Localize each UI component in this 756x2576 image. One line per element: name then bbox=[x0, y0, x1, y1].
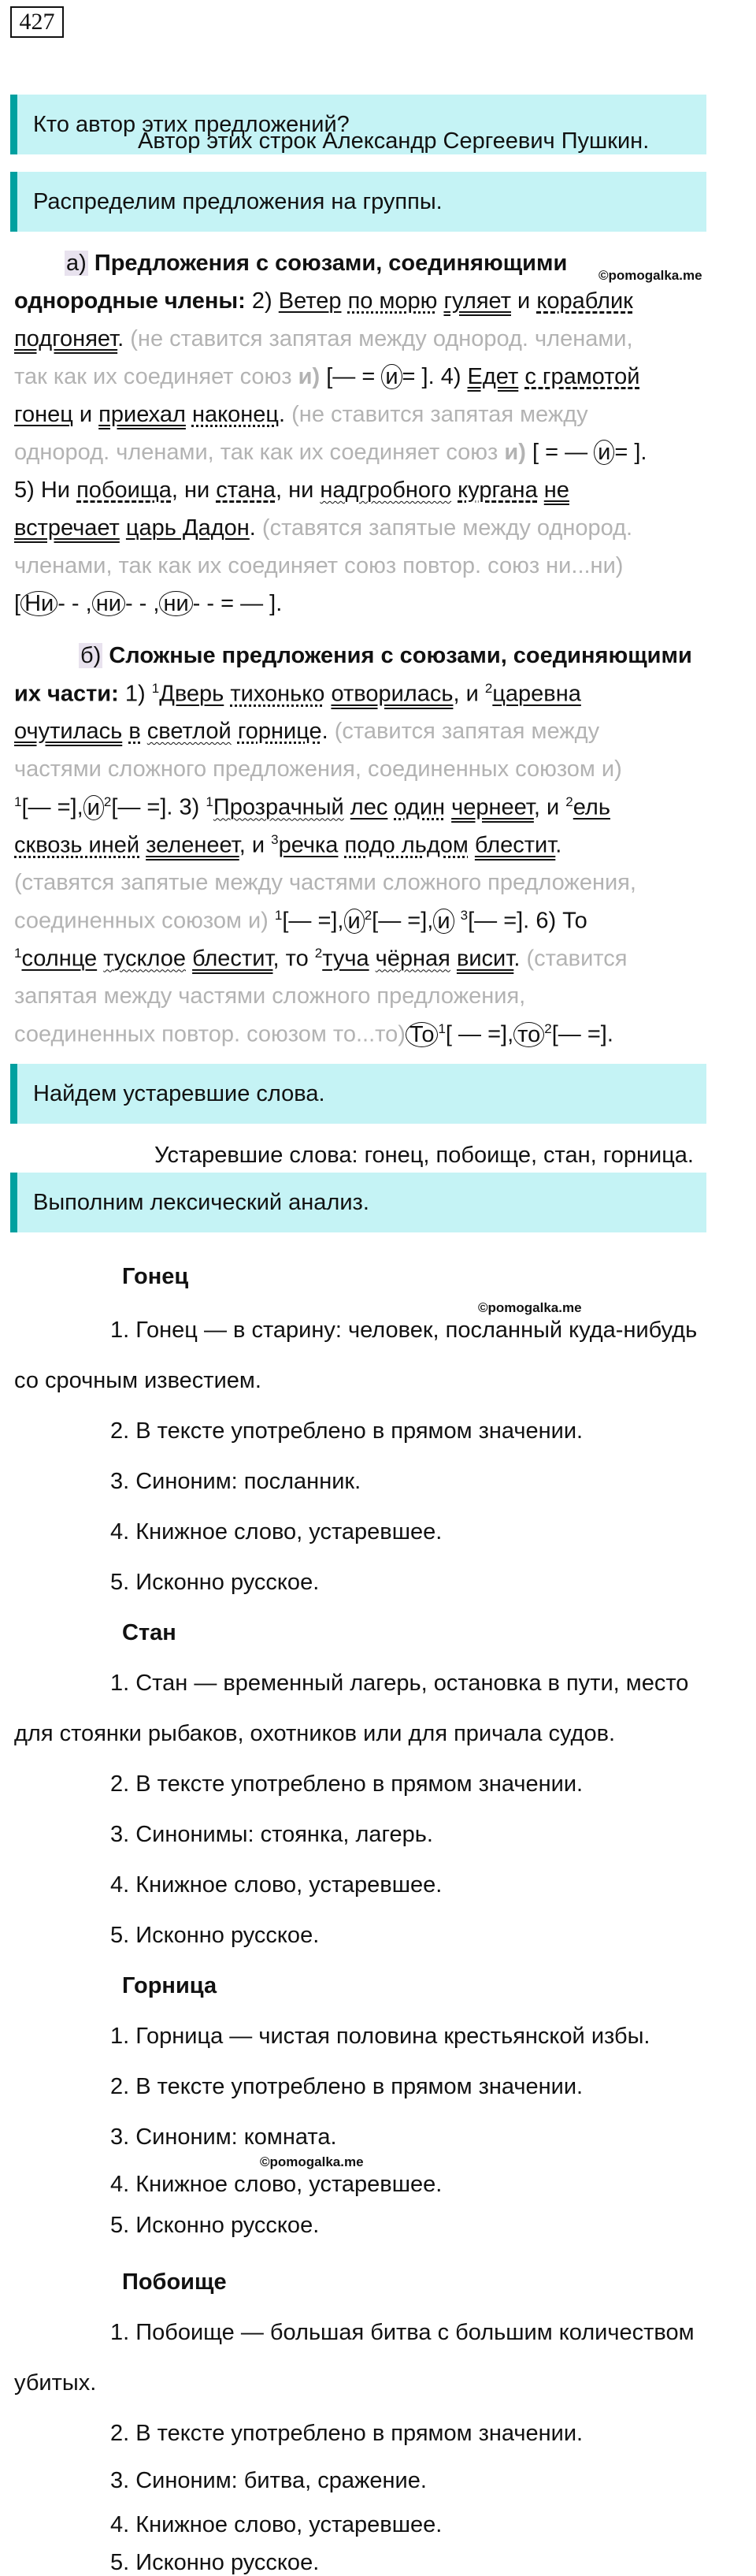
lexical-item: 2. В тексте употреблено в прямом значении. bbox=[110, 1418, 584, 1444]
word-title: Гонец bbox=[122, 1264, 189, 1289]
lexical-item: 2. В тексте употреблено в прямом значении. bbox=[110, 2421, 584, 2446]
lexical-item: убитых. bbox=[14, 2370, 97, 2396]
lexical-item: 1. Стан — временный лагерь, остановка в пути, место bbox=[110, 1671, 689, 1696]
union-circle: и bbox=[381, 364, 402, 389]
lexical-item: 5. Исконно русское. bbox=[110, 2213, 320, 2238]
answer-author: Автор этих строк Александр Сергеевич Пушкин. bbox=[138, 128, 650, 154]
watermark: ©pomogalka.me bbox=[478, 1300, 582, 1315]
lexical-item: 1. Гонец — в старину: человек, посланный куда-нибудь bbox=[110, 1318, 698, 1343]
part-a-heading: а) Предложения с союзами, соединяющими bbox=[66, 251, 568, 276]
lexical-item: 3. Синоним: посланник. bbox=[110, 1469, 361, 1494]
lexical-item: 5. Исконно русское. bbox=[110, 1923, 320, 1948]
part-b-heading: б) Сложные предложения с союзами, соединяющими bbox=[80, 643, 692, 668]
lexical-item: со срочным известием. bbox=[14, 1368, 261, 1393]
word-title: Стан bbox=[122, 1620, 176, 1645]
part-a-line: так как их соединяет союз и) [— = и = ]. 4) Едет с грамотой bbox=[14, 364, 640, 389]
part-b-line: очутилась в светлой горнице. (ставится запятая между bbox=[14, 719, 600, 744]
exercise-number: 427 bbox=[10, 6, 64, 38]
lexical-item: 5. Исконно русское. bbox=[110, 1570, 320, 1595]
word-title: Горница bbox=[122, 1973, 217, 1998]
part-a-line: гонец и приехал наконец. (не ставится запятая между bbox=[14, 402, 588, 427]
lexical-item: 3. Синоним: битва, сражение. bbox=[110, 2468, 427, 2493]
part-b-line: (ставятся запятые между частями сложного предложения, bbox=[14, 870, 636, 895]
part-b-line: запятая между частями сложного предложения, bbox=[14, 983, 526, 1009]
part-a-line: однородные члены: 2) Ветер по морю гуляет и кораблик bbox=[14, 288, 633, 314]
lexical-item: 3. Синоним: комната. bbox=[110, 2124, 337, 2150]
part-b-line: соединенных союзом и) $^1$[— =], и $^2$[— =], и $^3$[— =]. 6) То bbox=[14, 908, 587, 934]
archaic-answer: Устаревшие слова: гонец, побоище, стан, горница. bbox=[154, 1143, 694, 1168]
question-banner-author: Кто автор этих предложений? bbox=[10, 95, 706, 154]
lexical-item: 1. Побоище — большая битва с большим количеством bbox=[110, 2320, 695, 2345]
question-banner-lexical: Выполним лексический анализ. bbox=[10, 1173, 706, 1232]
question-banner-archaic: Найдем устаревшие слова. bbox=[10, 1064, 706, 1124]
part-a-line: 5) Ни побоища, ни стана, ни надгробного кургана не bbox=[14, 478, 569, 503]
part-a-line: однород. членами, так как их соединяет союз и) [ = — и = ]. bbox=[14, 440, 647, 465]
part-a-line: членами, так как их соединяет союз повтор. союз ни...ни) bbox=[14, 553, 624, 578]
union-circle: и bbox=[594, 440, 614, 465]
part-b-line: $^1$[— =], и $^2$[— =]. 3) $^1$Прозрачный лес один чернеет, и $^2$ель bbox=[14, 794, 610, 820]
watermark: ©pomogalka.me bbox=[260, 2154, 364, 2169]
part-a-line: подгоняет. (не ставится запятая между однород. членами, bbox=[14, 326, 633, 351]
part-b-line: $^1$солнце тусклое блестит, то $^2$туча чёрная висит. (ставится bbox=[14, 946, 628, 972]
lexical-item: 4. Книжное слово, устаревшее. bbox=[110, 2512, 443, 2537]
lexical-item: 3. Синонимы: стоянка, лагерь. bbox=[110, 1822, 433, 1847]
lexical-item: 2. В тексте употреблено в прямом значении. bbox=[110, 2074, 584, 2099]
lexical-item: 4. Книжное слово, устаревшее. bbox=[110, 1519, 443, 1544]
lexical-item: для стоянки рыбаков, охотников или для причала судов. bbox=[14, 1721, 616, 1746]
lexical-item: 1. Горница — чистая половина крестьянской избы. bbox=[110, 2024, 650, 2049]
lexical-item: 2. В тексте употреблено в прямом значении. bbox=[110, 1771, 584, 1797]
lexical-item: 4. Книжное слово, устаревшее. bbox=[110, 1872, 443, 1898]
part-a-scheme: [ Ни - - , ни - - , ни - - = — ]. bbox=[14, 591, 283, 616]
word-title: Побоище bbox=[122, 2269, 227, 2295]
watermark: ©pomogalka.me bbox=[598, 268, 702, 283]
lexical-item: 4. Книжное слово, устаревшее. bbox=[110, 2172, 443, 2197]
lexical-item: 5. Исконно русское. bbox=[110, 2550, 320, 2575]
part-b-line: частями сложного предложения, соединенных союзом и) bbox=[14, 756, 622, 782]
part-a-line: встречает царь Дадон. (ставятся запятые между однород. bbox=[14, 515, 633, 541]
part-b-line: их части: 1) $^1$Дверь тихонько отворилась, и $^2$царевна bbox=[14, 681, 581, 707]
part-b-line: сквозь иней зеленеет, и $^3$речка подо льдом блестит. bbox=[14, 832, 562, 858]
part-b-line: соединенных повтор. союзом то...то) То $^1$[ — =], то $^2$[— =]. bbox=[14, 1021, 613, 1047]
question-banner-groups: Распределим предложения на группы. bbox=[10, 172, 706, 232]
